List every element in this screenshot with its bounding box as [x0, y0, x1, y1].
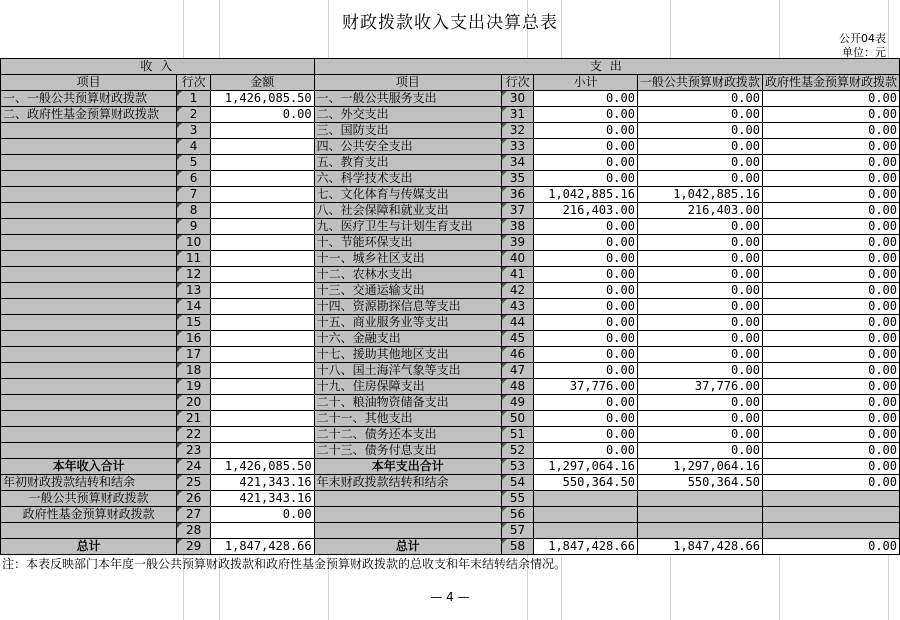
expense-general-budget-cell[interactable]: 0.00 [637, 267, 762, 283]
table-row [1, 315, 900, 331]
expense-line-cell[interactable]: 58 [501, 539, 533, 555]
income-item-cell[interactable] [1, 283, 177, 299]
expense-subtotal-cell[interactable] [534, 523, 638, 539]
income-item-cell[interactable] [1, 187, 177, 203]
income-line-cell[interactable]: 1 [177, 91, 211, 107]
income-line-cell[interactable]: 14 [177, 299, 211, 315]
col-header-general-budget[interactable]: 一般公共预算财政拨款 [637, 75, 762, 91]
expense-general-budget-cell[interactable]: 0.00 [637, 299, 762, 315]
income-amount-cell[interactable]: 1,847,428.66 [211, 539, 315, 555]
income-line-cell[interactable]: 4 [177, 139, 211, 155]
carry-row [1, 475, 900, 491]
income-line-cell[interactable]: 8 [177, 203, 211, 219]
expense-general-budget-cell[interactable]: 1,297,064.16 [637, 459, 762, 475]
income-amount-cell[interactable] [211, 299, 315, 315]
col-header-gov-fund[interactable]: 政府性基金预算财政拨款 [762, 75, 899, 91]
budget-table [0, 58, 900, 555]
income-line-cell[interactable]: 29 [177, 539, 211, 555]
table-row [1, 443, 900, 459]
income-item-cell[interactable]: 本年收入合计 [1, 459, 177, 475]
expense-general-budget-cell[interactable]: 0.00 [637, 395, 762, 411]
income-line-cell[interactable]: 16 [177, 331, 211, 347]
expense-line-cell[interactable]: 48 [501, 379, 533, 395]
table-row [1, 139, 900, 155]
footnote: 注：本表反映部门本年度一般公共预算财政拨款和政府性基金预算财政拨款的总收支和年末结转结余情况。 [2, 557, 567, 571]
expense-line-cell[interactable]: 39 [501, 235, 533, 251]
expense-gov-fund-cell[interactable] [762, 523, 899, 539]
income-amount-cell[interactable] [211, 203, 315, 219]
income-item-cell[interactable] [1, 267, 177, 283]
income-item-cell[interactable] [1, 251, 177, 267]
expense-gov-fund-cell[interactable]: 0.00 [762, 283, 899, 299]
expense-item-cell[interactable]: 六、科学技术支出 [314, 171, 501, 187]
income-item-cell[interactable] [1, 155, 177, 171]
expense-gov-fund-cell[interactable] [762, 491, 899, 507]
income-amount-cell[interactable]: 421,343.16 [211, 475, 315, 491]
expense-gov-fund-cell[interactable]: 0.00 [762, 251, 899, 267]
income-amount-cell[interactable] [211, 363, 315, 379]
income-item-cell[interactable] [1, 427, 177, 443]
expense-gov-fund-cell[interactable]: 0.00 [762, 139, 899, 155]
table-row [1, 91, 900, 107]
expense-gov-fund-cell[interactable]: 0.00 [762, 235, 899, 251]
expense-general-budget-cell[interactable]: 550,364.50 [637, 475, 762, 491]
expense-item-cell[interactable]: 年末财政拨款结转和结余 [314, 475, 501, 491]
expense-subtotal-cell[interactable]: 0.00 [534, 395, 638, 411]
income-item-cell[interactable] [1, 235, 177, 251]
expense-subtotal-cell[interactable]: 0.00 [534, 427, 638, 443]
income-item-cell[interactable] [1, 411, 177, 427]
expense-general-budget-cell[interactable]: 1,042,885.16 [637, 187, 762, 203]
expense-gov-fund-cell[interactable]: 0.00 [762, 171, 899, 187]
expense-gov-fund-cell[interactable]: 0.00 [762, 347, 899, 363]
col-header-item[interactable]: 项目 [1, 75, 177, 91]
table-row [1, 427, 900, 443]
expense-item-cell[interactable]: 十、节能环保支出 [314, 235, 501, 251]
expense-general-budget-cell[interactable]: 0.00 [637, 91, 762, 107]
income-amount-cell[interactable] [211, 251, 315, 267]
expense-item-cell[interactable]: 二十二、债务还本支出 [314, 427, 501, 443]
expense-item-cell[interactable]: 十八、国土海洋气象等支出 [314, 363, 501, 379]
expense-line-cell[interactable]: 32 [501, 123, 533, 139]
expense-gov-fund-cell[interactable]: 0.00 [762, 427, 899, 443]
expense-subtotal-cell[interactable]: 0.00 [534, 123, 638, 139]
income-item-cell[interactable]: 二、政府性基金预算财政拨款 [1, 107, 177, 123]
table-row [1, 107, 900, 123]
expense-item-cell[interactable]: 十二、农林水支出 [314, 267, 501, 283]
table-row [1, 155, 900, 171]
income-amount-cell[interactable] [211, 155, 315, 171]
expense-subtotal-cell[interactable]: 0.00 [534, 347, 638, 363]
table-row [1, 395, 900, 411]
income-line-cell[interactable]: 26 [177, 491, 211, 507]
expense-gov-fund-cell[interactable]: 0.00 [762, 155, 899, 171]
expense-line-cell[interactable]: 43 [501, 299, 533, 315]
expense-line-cell[interactable]: 53 [501, 459, 533, 475]
col-header-item2[interactable]: 项目 [314, 75, 501, 91]
income-amount-cell[interactable]: 0.00 [211, 507, 315, 523]
income-item-cell[interactable]: 政府性基金预算财政拨款 [1, 507, 177, 523]
expense-subtotal-cell[interactable]: 0.00 [534, 283, 638, 299]
income-line-cell[interactable]: 5 [177, 155, 211, 171]
expense-line-cell[interactable]: 51 [501, 427, 533, 443]
col-header-subtotal[interactable]: 小计 [534, 75, 638, 91]
income-line-cell[interactable]: 28 [177, 523, 211, 539]
expense-subtotal-cell[interactable]: 0.00 [534, 299, 638, 315]
income-item-cell[interactable] [1, 171, 177, 187]
expense-gov-fund-cell[interactable]: 0.00 [762, 203, 899, 219]
expense-item-cell[interactable]: 十五、商业服务业等支出 [314, 315, 501, 331]
expense-general-budget-cell[interactable]: 0.00 [637, 283, 762, 299]
expense-item-cell[interactable]: 三、国防支出 [314, 123, 501, 139]
expense-general-budget-cell[interactable]: 0.00 [637, 443, 762, 459]
expense-line-cell[interactable]: 34 [501, 155, 533, 171]
expense-subtotal-cell[interactable]: 1,847,428.66 [534, 539, 638, 555]
expense-line-cell[interactable]: 45 [501, 331, 533, 347]
expense-subtotal-cell[interactable]: 0.00 [534, 251, 638, 267]
expense-item-cell[interactable]: 本年支出合计 [314, 459, 501, 475]
table-row [1, 267, 900, 283]
table-row [1, 299, 900, 315]
income-amount-cell[interactable]: 1,426,085.50 [211, 91, 315, 107]
expense-gov-fund-cell[interactable] [762, 507, 899, 523]
expense-general-budget-cell[interactable]: 216,403.00 [637, 203, 762, 219]
expense-subtotal-cell[interactable]: 1,042,885.16 [534, 187, 638, 203]
income-item-cell[interactable]: 年初财政拨款结转和结余 [1, 475, 177, 491]
expense-line-cell[interactable]: 47 [501, 363, 533, 379]
expense-general-budget-cell[interactable]: 1,847,428.66 [637, 539, 762, 555]
expense-subtotal-cell[interactable]: 216,403.00 [534, 203, 638, 219]
expense-subtotal-cell[interactable] [534, 491, 638, 507]
expense-line-cell[interactable]: 54 [501, 475, 533, 491]
income-line-cell[interactable]: 25 [177, 475, 211, 491]
expense-gov-fund-cell[interactable]: 0.00 [762, 267, 899, 283]
col-header-amount[interactable]: 金额 [211, 75, 315, 91]
expense-line-cell[interactable]: 52 [501, 443, 533, 459]
expense-gov-fund-cell[interactable]: 0.00 [762, 187, 899, 203]
income-line-cell[interactable]: 21 [177, 411, 211, 427]
income-line-cell[interactable]: 18 [177, 363, 211, 379]
income-line-cell[interactable]: 9 [177, 219, 211, 235]
col-header-line[interactable]: 行次 [177, 75, 211, 91]
expense-item-cell[interactable]: 总计 [314, 539, 501, 555]
income-amount-cell[interactable] [211, 523, 315, 539]
expense-item-cell[interactable]: 四、公共安全支出 [314, 139, 501, 155]
income-item-cell[interactable]: 一、一般公共预算财政拨款 [1, 91, 177, 107]
table-row [1, 379, 900, 395]
income-amount-cell[interactable] [211, 427, 315, 443]
income-amount-cell[interactable] [211, 395, 315, 411]
income-amount-cell[interactable]: 1,426,085.50 [211, 459, 315, 475]
table-row [1, 171, 900, 187]
income-amount-cell[interactable] [211, 315, 315, 331]
expense-item-cell[interactable]: 一、一般公共服务支出 [314, 91, 501, 107]
expense-gov-fund-cell[interactable]: 0.00 [762, 539, 899, 555]
expense-subtotal-cell[interactable]: 0.00 [534, 107, 638, 123]
income-amount-cell[interactable] [211, 123, 315, 139]
expense-general-budget-cell[interactable]: 0.00 [637, 363, 762, 379]
expense-general-budget-cell[interactable]: 0.00 [637, 235, 762, 251]
income-item-cell[interactable] [1, 379, 177, 395]
expense-general-budget-cell[interactable]: 0.00 [637, 155, 762, 171]
expense-item-cell[interactable]: 七、文化体育与传媒支出 [314, 187, 501, 203]
income-amount-cell[interactable] [211, 139, 315, 155]
table-row [1, 411, 900, 427]
expense-item-cell[interactable]: 二十一、其他支出 [314, 411, 501, 427]
expense-gov-fund-cell[interactable]: 0.00 [762, 107, 899, 123]
expense-subtotal-cell[interactable]: 550,364.50 [534, 475, 638, 491]
expense-subtotal-cell[interactable]: 0.00 [534, 139, 638, 155]
income-amount-cell[interactable] [211, 379, 315, 395]
form-number: 公开04表 [839, 32, 886, 45]
expense-item-cell[interactable]: 十四、资源勘探信息等支出 [314, 299, 501, 315]
expense-gov-fund-cell[interactable]: 0.00 [762, 379, 899, 395]
income-item-cell[interactable] [1, 139, 177, 155]
expense-general-budget-cell[interactable]: 0.00 [637, 347, 762, 363]
expense-gov-fund-cell[interactable]: 0.00 [762, 459, 899, 475]
income-line-cell[interactable]: 15 [177, 315, 211, 331]
expense-general-budget-cell[interactable]: 37,776.00 [637, 379, 762, 395]
expense-general-budget-cell[interactable]: 0.00 [637, 331, 762, 347]
income-item-cell[interactable] [1, 443, 177, 459]
expense-item-cell[interactable]: 二十、粮油物资储备支出 [314, 395, 501, 411]
income-line-cell[interactable]: 23 [177, 443, 211, 459]
grand-total-row [1, 539, 900, 555]
expense-gov-fund-cell[interactable]: 0.00 [762, 123, 899, 139]
expense-subtotal-cell[interactable]: 0.00 [534, 91, 638, 107]
expense-line-cell[interactable]: 50 [501, 411, 533, 427]
income-item-cell[interactable] [1, 219, 177, 235]
expense-gov-fund-cell[interactable]: 0.00 [762, 315, 899, 331]
carry-row [1, 491, 900, 507]
expense-general-budget-cell[interactable]: 0.00 [637, 107, 762, 123]
carry-row [1, 523, 900, 539]
column-header-row [1, 75, 900, 91]
expense-gov-fund-cell[interactable]: 0.00 [762, 299, 899, 315]
table-row [1, 219, 900, 235]
expense-item-cell[interactable]: 五、教育支出 [314, 155, 501, 171]
expense-line-cell[interactable]: 42 [501, 283, 533, 299]
expense-general-budget-cell[interactable]: 0.00 [637, 411, 762, 427]
expense-line-cell[interactable]: 31 [501, 107, 533, 123]
income-item-cell[interactable] [1, 395, 177, 411]
income-item-cell[interactable]: 总计 [1, 539, 177, 555]
expense-gov-fund-cell[interactable]: 0.00 [762, 475, 899, 491]
expense-gov-fund-cell[interactable]: 0.00 [762, 219, 899, 235]
expense-general-budget-cell[interactable] [637, 523, 762, 539]
income-amount-cell[interactable]: 421,343.16 [211, 491, 315, 507]
table-row [1, 331, 900, 347]
unit-label: 单位：元 [842, 46, 886, 59]
expense-subtotal-cell[interactable]: 0.00 [534, 363, 638, 379]
expense-subtotal-cell[interactable] [534, 507, 638, 523]
expense-subtotal-cell[interactable]: 0.00 [534, 235, 638, 251]
income-item-cell[interactable] [1, 523, 177, 539]
table-row [1, 251, 900, 267]
expense-subtotal-cell[interactable]: 0.00 [534, 331, 638, 347]
expense-item-cell[interactable]: 十三、交通运输支出 [314, 283, 501, 299]
expense-subtotal-cell[interactable]: 0.00 [534, 443, 638, 459]
carry-row [1, 507, 900, 523]
expense-line-cell[interactable]: 40 [501, 251, 533, 267]
income-line-cell[interactable]: 24 [177, 459, 211, 475]
income-item-cell[interactable] [1, 299, 177, 315]
income-item-cell[interactable] [1, 363, 177, 379]
income-line-cell[interactable]: 10 [177, 235, 211, 251]
expense-gov-fund-cell[interactable]: 0.00 [762, 91, 899, 107]
table-row [1, 187, 900, 203]
expense-item-cell[interactable] [314, 523, 501, 539]
table-row [1, 203, 900, 219]
income-item-cell[interactable]: 一般公共预算财政拨款 [1, 491, 177, 507]
income-line-cell[interactable]: 17 [177, 347, 211, 363]
expense-subtotal-cell[interactable]: 0.00 [534, 267, 638, 283]
expense-line-cell[interactable]: 44 [501, 315, 533, 331]
expense-line-cell[interactable]: 57 [501, 523, 533, 539]
expense-subtotal-cell[interactable]: 0.00 [534, 219, 638, 235]
income-amount-cell[interactable] [211, 331, 315, 347]
expense-line-cell[interactable]: 33 [501, 139, 533, 155]
expense-subtotal-cell[interactable]: 0.00 [534, 315, 638, 331]
income-line-cell[interactable]: 6 [177, 171, 211, 187]
expense-general-budget-cell[interactable]: 0.00 [637, 251, 762, 267]
expense-gov-fund-cell[interactable]: 0.00 [762, 443, 899, 459]
expense-line-cell[interactable]: 37 [501, 203, 533, 219]
income-line-cell[interactable]: 13 [177, 283, 211, 299]
expense-gov-fund-cell[interactable]: 0.00 [762, 331, 899, 347]
expense-line-cell[interactable]: 56 [501, 507, 533, 523]
totals-row [1, 459, 900, 475]
income-item-cell[interactable] [1, 203, 177, 219]
expense-item-cell[interactable]: 八、社会保障和就业支出 [314, 203, 501, 219]
expense-general-budget-cell[interactable]: 0.00 [637, 427, 762, 443]
expense-gov-fund-cell[interactable]: 0.00 [762, 395, 899, 411]
expense-line-cell[interactable]: 41 [501, 267, 533, 283]
income-amount-cell[interactable] [211, 171, 315, 187]
income-amount-cell[interactable] [211, 443, 315, 459]
table-row [1, 283, 900, 299]
expense-line-cell[interactable]: 49 [501, 395, 533, 411]
expense-gov-fund-cell[interactable]: 0.00 [762, 411, 899, 427]
expense-item-cell[interactable] [314, 507, 501, 523]
income-item-cell[interactable] [1, 123, 177, 139]
expense-line-cell[interactable]: 35 [501, 171, 533, 187]
page-number: — 4 — [430, 590, 470, 604]
income-amount-cell[interactable]: 0.00 [211, 107, 315, 123]
expense-subtotal-cell[interactable]: 0.00 [534, 171, 638, 187]
income-amount-cell[interactable] [211, 347, 315, 363]
expense-line-cell[interactable]: 36 [501, 187, 533, 203]
expense-subtotal-cell[interactable]: 37,776.00 [534, 379, 638, 395]
income-amount-cell[interactable] [211, 283, 315, 299]
expense-item-cell[interactable]: 十七、援助其他地区支出 [314, 347, 501, 363]
expense-subtotal-cell[interactable]: 1,297,064.16 [534, 459, 638, 475]
income-amount-cell[interactable] [211, 267, 315, 283]
income-line-cell[interactable]: 19 [177, 379, 211, 395]
expense-general-budget-cell[interactable]: 0.00 [637, 139, 762, 155]
expense-general-budget-cell[interactable]: 0.00 [637, 219, 762, 235]
income-line-cell[interactable]: 20 [177, 395, 211, 411]
income-item-cell[interactable] [1, 315, 177, 331]
expense-line-cell[interactable]: 55 [501, 491, 533, 507]
expense-general-budget-cell[interactable] [637, 491, 762, 507]
income-line-cell[interactable]: 27 [177, 507, 211, 523]
expense-general-budget-cell[interactable]: 0.00 [637, 171, 762, 187]
expense-general-budget-cell[interactable] [637, 507, 762, 523]
income-item-cell[interactable] [1, 331, 177, 347]
expense-item-cell[interactable]: 十九、住房保障支出 [314, 379, 501, 395]
income-amount-cell[interactable] [211, 187, 315, 203]
table-row [1, 347, 900, 363]
expense-subtotal-cell[interactable]: 0.00 [534, 155, 638, 171]
expense-general-budget-cell[interactable]: 0.00 [637, 123, 762, 139]
expense-line-cell[interactable]: 38 [501, 219, 533, 235]
col-header-line2[interactable]: 行次 [501, 75, 533, 91]
table-row [1, 235, 900, 251]
income-line-cell[interactable]: 2 [177, 107, 211, 123]
income-line-cell[interactable]: 11 [177, 251, 211, 267]
expense-line-cell[interactable]: 46 [501, 347, 533, 363]
expense-subtotal-cell[interactable]: 0.00 [534, 411, 638, 427]
expense-general-budget-cell[interactable]: 0.00 [637, 315, 762, 331]
expense-item-cell[interactable] [314, 491, 501, 507]
income-line-cell[interactable]: 22 [177, 427, 211, 443]
expense-item-cell[interactable]: 二、外交支出 [314, 107, 501, 123]
expense-gov-fund-cell[interactable]: 0.00 [762, 363, 899, 379]
income-amount-cell[interactable] [211, 219, 315, 235]
section-header-row [1, 59, 900, 75]
expense-line-cell[interactable]: 30 [501, 91, 533, 107]
income-item-cell[interactable] [1, 347, 177, 363]
income-line-cell[interactable]: 3 [177, 123, 211, 139]
expense-section-header[interactable]: 支 出 [314, 59, 899, 75]
report-title: 财政拨款收入支出决算总表 [342, 13, 558, 33]
table-row [1, 123, 900, 139]
income-amount-cell[interactable] [211, 411, 315, 427]
expense-item-cell[interactable]: 十六、金融支出 [314, 331, 501, 347]
income-line-cell[interactable]: 7 [177, 187, 211, 203]
income-section-header[interactable]: 收 入 [1, 59, 315, 75]
expense-item-cell[interactable]: 二十三、债务付息支出 [314, 443, 501, 459]
expense-item-cell[interactable]: 十一、城乡社区支出 [314, 251, 501, 267]
income-amount-cell[interactable] [211, 235, 315, 251]
table-row [1, 363, 900, 379]
expense-item-cell[interactable]: 九、医疗卫生与计划生育支出 [314, 219, 501, 235]
income-line-cell[interactable]: 12 [177, 267, 211, 283]
